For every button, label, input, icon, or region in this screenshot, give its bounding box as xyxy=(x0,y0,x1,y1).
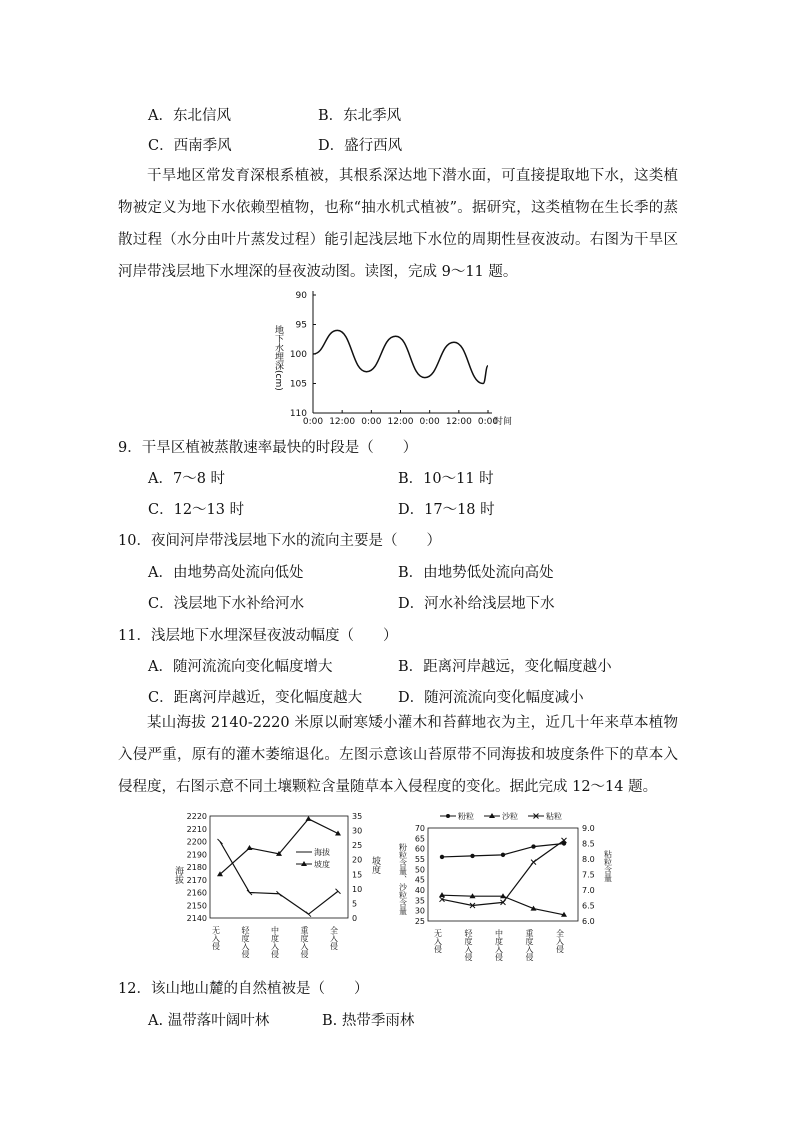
chart3-left-ytick: 50 xyxy=(414,865,425,875)
q9-opt-d: D．17～18 时 xyxy=(398,502,495,518)
chart2-left-ytick: 2140 xyxy=(186,914,207,923)
chart1-xtick: 0:00 xyxy=(477,417,499,427)
chart1-xtick: 0:00 xyxy=(361,417,382,427)
chart2-left-ytick: 2180 xyxy=(186,863,207,872)
chart3-left-ylabel: 粉粒含量、沙粒含量 xyxy=(398,843,408,915)
chart1-ylabel: 地下水埋深(cm) xyxy=(273,325,283,391)
q10-opt-a: A．由地势高处流向低处 xyxy=(148,565,304,581)
chart2-right-ytick: 35 xyxy=(352,812,363,821)
chart3-right-ylabel: 粘粒含量 xyxy=(603,850,613,882)
chart1-xtick: 12:00 xyxy=(445,417,472,427)
chart2-left-ytick: 2210 xyxy=(186,824,207,834)
chart3-right-ytick: 9.0 xyxy=(582,824,595,833)
chart1-ytick: 90 xyxy=(295,291,307,301)
chart1-xtick: 12:00 xyxy=(329,417,356,427)
chart3-left-ytick: 25 xyxy=(414,917,425,926)
chart1-ytick: 105 xyxy=(289,379,307,390)
chart3-right-ytick: 8.0 xyxy=(582,855,595,864)
chart2-category: 无入侵 xyxy=(211,926,221,950)
chart2-right-ytick: 0 xyxy=(352,914,358,923)
chart2-right-ytick: 10 xyxy=(352,884,363,894)
chart2-left-ylabel: 海拔 xyxy=(173,866,183,884)
chart2-legend-slope: 坡度 xyxy=(314,860,330,869)
q9-stem: 9．干旱区植被蒸散速率最快的时段是（ ） xyxy=(118,440,418,456)
chart3-point-silt xyxy=(501,853,505,857)
chart3-left-ytick: 65 xyxy=(414,834,425,844)
chart2-point-slope xyxy=(306,816,312,821)
q12-opt-b: B. 热带季雨林 xyxy=(322,1013,415,1029)
option-c: C．西南季风 xyxy=(148,138,232,154)
chart2-left-ytick: 2190 xyxy=(186,850,207,860)
q11-opt-b: B．距离河岸越远，变化幅度越小 xyxy=(398,659,612,675)
option-d: D．盛行西风 xyxy=(318,138,403,154)
chart3-legend-clay: 粘粒 xyxy=(546,812,562,821)
q10-opt-b: B．由地势低处流向高处 xyxy=(398,565,554,581)
chart3-category: 重度入侵 xyxy=(525,929,534,961)
chart3-right-ytick: 6.0 xyxy=(582,917,595,926)
chart3-legend-sand: 沙粒 xyxy=(502,812,518,821)
chart2-category: 全入侵 xyxy=(329,926,339,950)
chart2-left-ytick: 2160 xyxy=(186,888,207,898)
chart3-legend-silt: 粉粒 xyxy=(458,812,474,821)
chart1-xtick: 0:00 xyxy=(419,417,440,427)
chart2-category: 轻度入侵 xyxy=(241,926,250,958)
chart3-point-silt xyxy=(440,855,444,859)
chart2-category: 重度入侵 xyxy=(300,926,309,958)
chart1-ytick: 110 xyxy=(289,409,307,419)
chart3-category: 无入侵 xyxy=(433,929,443,953)
q10-opt-d: D．河水补给浅层地下水 xyxy=(398,596,555,612)
q11-stem: 11．浅层地下水埋深昼夜波动幅度（ ） xyxy=(118,628,398,644)
soil-particle-chart xyxy=(400,808,620,973)
chart3-category: 全入侵 xyxy=(555,929,565,953)
chart2-point-slope xyxy=(247,845,253,850)
chart2-legend-altitude: 海拔 xyxy=(314,848,330,857)
q12-stem: 12．该山地山麓的自然植被是（ ） xyxy=(118,981,369,997)
chart2-right-ylabel: 坡度 xyxy=(370,856,380,874)
chart3-left-ytick: 60 xyxy=(414,844,425,854)
q12-opt-a: A. 温带落叶阔叶林 xyxy=(148,1013,270,1029)
chart3-left-ytick: 70 xyxy=(414,824,425,833)
option-b: B．东北季风 xyxy=(318,108,402,124)
chart2-right-ytick: 5 xyxy=(352,899,358,909)
q9-opt-b: B．10～11 时 xyxy=(398,471,494,487)
chart2-point-altitude xyxy=(218,839,223,844)
chart3-right-ytick: 8.5 xyxy=(582,839,595,849)
chart3-category: 中度入侵 xyxy=(494,929,504,961)
chart2-left-ytick: 2170 xyxy=(186,875,207,885)
chart1-xtick: 0:00 xyxy=(302,417,324,427)
chart3-frame xyxy=(428,828,578,921)
q10-opt-c: C．浅层地下水补给河水 xyxy=(148,596,305,612)
chart1-xlabel: 时间 xyxy=(494,417,513,427)
q11-opt-d: D．随河流流向变化幅度减小 xyxy=(398,690,584,706)
passage-1: 干旱地区常发育深根系植被，其根系深达地下潜水面，可直接提取地下水，这类植物被定义为地下水依赖型植物，也称“抽水机式植被”。据研究，这类植物在生长季的蒸散过程（水分由叶片蒸发过程）能引起浅层地下水位的周期性昼夜波动。右图为干旱区河岸带浅层地下水埋深的昼夜波动图。读图，完成 9～11 题。 xyxy=(118,168,678,280)
q10-stem: 10．夜间河岸带浅层地下水的流向主要是（ ） xyxy=(118,533,441,549)
chart3-left-ytick: 35 xyxy=(414,896,425,906)
chart2-right-ytick: 25 xyxy=(352,841,363,851)
chart3-point-silt xyxy=(470,854,474,858)
chart2-left-ytick: 2200 xyxy=(186,837,207,847)
chart2-category: 中度入侵 xyxy=(270,926,280,958)
chart3-left-ytick: 55 xyxy=(414,855,425,864)
chart2-right-ytick: 20 xyxy=(352,855,363,865)
q9-opt-a: A．7～8 时 xyxy=(148,471,226,487)
chart3-point-silt xyxy=(531,844,535,848)
chart3-left-ytick: 45 xyxy=(414,875,425,885)
chart3-left-ytick: 40 xyxy=(414,886,425,895)
option-a: A．东北信风 xyxy=(148,108,231,124)
q11-opt-a: A．随河流流向变化幅度增大 xyxy=(148,659,333,675)
chart3-left-ytick: 30 xyxy=(414,906,425,916)
chart1-series-line xyxy=(313,330,488,383)
chart3-right-ytick: 7.5 xyxy=(582,870,595,880)
chart2-right-ytick: 15 xyxy=(352,870,363,880)
chart1-xtick: 12:00 xyxy=(387,417,414,427)
groundwater-chart xyxy=(268,285,538,425)
chart1-ytick: 100 xyxy=(289,350,307,360)
chart1-ytick: 95 xyxy=(295,320,307,331)
chart3-right-ytick: 7.0 xyxy=(582,886,595,895)
chart3-category: 轻度入侵 xyxy=(464,929,473,961)
chart2-left-ytick: 2220 xyxy=(186,812,207,821)
chart2-left-ytick: 2150 xyxy=(186,901,207,911)
chart2-right-ytick: 30 xyxy=(352,826,363,836)
altitude-slope-chart xyxy=(170,808,395,973)
chart3-right-ytick: 6.5 xyxy=(582,901,595,911)
chart3-point-clay xyxy=(531,860,536,865)
q9-opt-c: C．12～13 时 xyxy=(148,502,245,518)
q11-opt-c: C．距离河岸越近，变化幅度越大 xyxy=(148,690,363,706)
passage-2: 某山海拔 2140-2220 米原以耐寒矮小灌木和苔藓地衣为主，近几十年来草本植物入侵严重，原有的灌木萎缩退化。左图示意该山苔原带不同海拔和坡度条件下的草本入侵程度，右图示意不同土壤颗粒含量随草本入侵程度的变化。据此完成 12～14 题。 xyxy=(118,715,678,795)
